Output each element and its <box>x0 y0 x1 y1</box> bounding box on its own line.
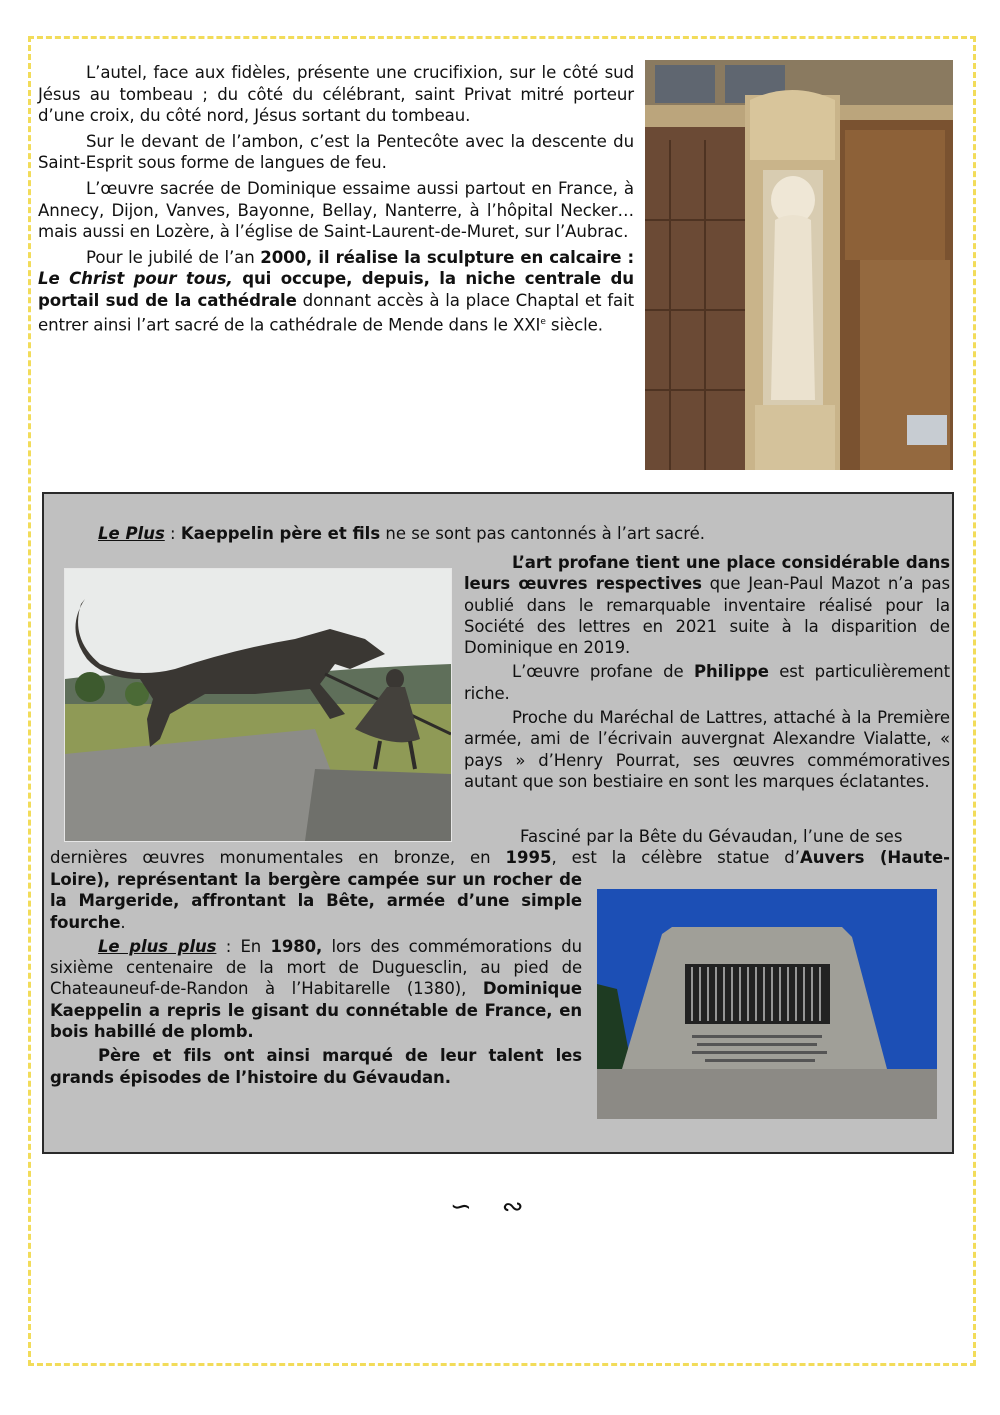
art-profane-rest: que Jean-Paul Mazot n’a pas oublié dans le remarquable inventaire réalisé pour la Société des lettres en 2021 suite à la disparition de Dominique en 2019. <box>464 574 950 658</box>
photo-duguesclin-monument <box>597 889 937 1119</box>
jubile-bold-1: 2000, il réalise la sculpture en calcaire : <box>260 247 634 267</box>
top-text-column <box>38 62 634 336</box>
paragraph-oeuvre-sacree: L’œuvre sacrée de Dominique essaime aussi partout en France, à Annecy, Dijon, Vanves, Bayonne, Bellay, Nanterre, à l’hôpital Necker… mais aussi en Lozère, à l’église de Saint-Laurent-de-Muret, sur l’Aubrac. <box>38 178 634 242</box>
fascine-line-2 <box>50 847 950 868</box>
plus-plus-text: lors des commémorations du sixième centenaire de la mort de Duguesclin, au pied de Chateauneuf-de-Randon à l’Habitarelle (1380), <box>50 936 583 999</box>
gisant-bold: Dominique Kaeppelin a repris le gisant du connétable de France, en bois habillé de plomb. <box>50 979 582 1042</box>
separator: : <box>164 524 181 543</box>
photo-bete-du-gevaudan <box>64 568 452 842</box>
bergere-bold: Loire), représentant la bergère campée sur un rocher de la Margeride, affrontant la Bête, armée d’une simple fourche <box>50 870 582 932</box>
closing-bold: Père et fils ont ainsi marqué de leur talent les grands épisodes de l’histoire du Gévaudan. <box>50 1046 582 1087</box>
fascine-mid: , est la célèbre statue d’ <box>551 848 801 868</box>
paragraph-ambon: Sur le devant de l’ambon, c’est la Pentecôte avec la descente du Saint-Esprit sous forme de langues de feu. <box>38 131 634 173</box>
left-flourish-icon: ∽ <box>450 1192 502 1222</box>
jubile-title-christ: Le Christ pour tous, <box>38 269 233 289</box>
jubile-bold-2: qui occupe, depuis, la niche centrale du portail sud de la cathédrale <box>38 269 635 310</box>
le-plus-intro <box>98 524 938 544</box>
paragraph-jubile <box>38 247 634 336</box>
paragraph-fascine-cont <box>50 869 582 933</box>
paragraph-philippe <box>464 661 950 704</box>
kaeppelin-name: Kaeppelin père et fils <box>180 524 381 543</box>
year-1980: 1980, <box>270 936 323 956</box>
jubile-text-1: Pour le jubilé de l’an <box>86 247 261 267</box>
intro-rest: ne se sont pas cantonnés à l’art sacré. <box>380 524 706 543</box>
paragraph-plus-plus <box>50 936 582 1042</box>
paragraph-fascine <box>50 826 950 869</box>
century-superscript: e <box>540 316 546 327</box>
paragraph-art-profane <box>464 552 950 658</box>
paragraph-autel: L’autel, face aux fidèles, présente une crucifixion, sur le côté sud Jésus au tombeau ; du côté du célébrant, saint Privat mitré porteur d’une croix, du côté nord, Jésus sortant du tombeau. <box>38 63 634 126</box>
section-ornament <box>450 1192 554 1222</box>
paragraph-proche: Proche du Maréchal de Lattres, attaché à la Première armée, ami de l’écrivain auvergnat Alexandre Vialatte, « pays » d’Henry Pourrat, ses œuvres commémoratives autant que son bestiaire en sont les marques éclatantes. <box>464 708 950 791</box>
le-plus-label: Le Plus <box>98 524 165 543</box>
philippe-pre: L’œuvre profane de <box>512 662 694 682</box>
fascine-text: dernières œuvres monumentales en bronze, en <box>50 848 506 868</box>
paragraph-closing <box>50 1045 582 1088</box>
jubile-text-2: donnant accès à la place Chaptal et fait entrer ainsi l’art sacré de la cathédrale de Mende dans le XXI <box>38 290 634 335</box>
philippe-post: est particulièrement riche. <box>464 662 951 703</box>
fascine-line-1: Fasciné par la Bête du Gévaudan, l’une de ses <box>520 827 903 846</box>
plus-plus-sep: : En <box>216 936 271 956</box>
left-column-text <box>50 869 582 1088</box>
le-plus-plus-label: Le plus plus <box>98 936 217 956</box>
right-flourish-icon: ∾ <box>501 1192 554 1222</box>
period: . <box>120 912 126 932</box>
auvers-name: Auvers (Haute- <box>800 848 950 868</box>
philippe-name: Philippe <box>693 662 769 682</box>
photo-christ-statue <box>645 60 953 470</box>
jubile-text-3: siècle. <box>545 315 603 335</box>
year-1995: 1995 <box>505 848 552 868</box>
right-column-text <box>464 552 950 792</box>
art-profane-bold: L’art profane tient une place considérable dans leurs œuvres respectives <box>464 553 950 594</box>
le-plus-box <box>42 492 954 1154</box>
